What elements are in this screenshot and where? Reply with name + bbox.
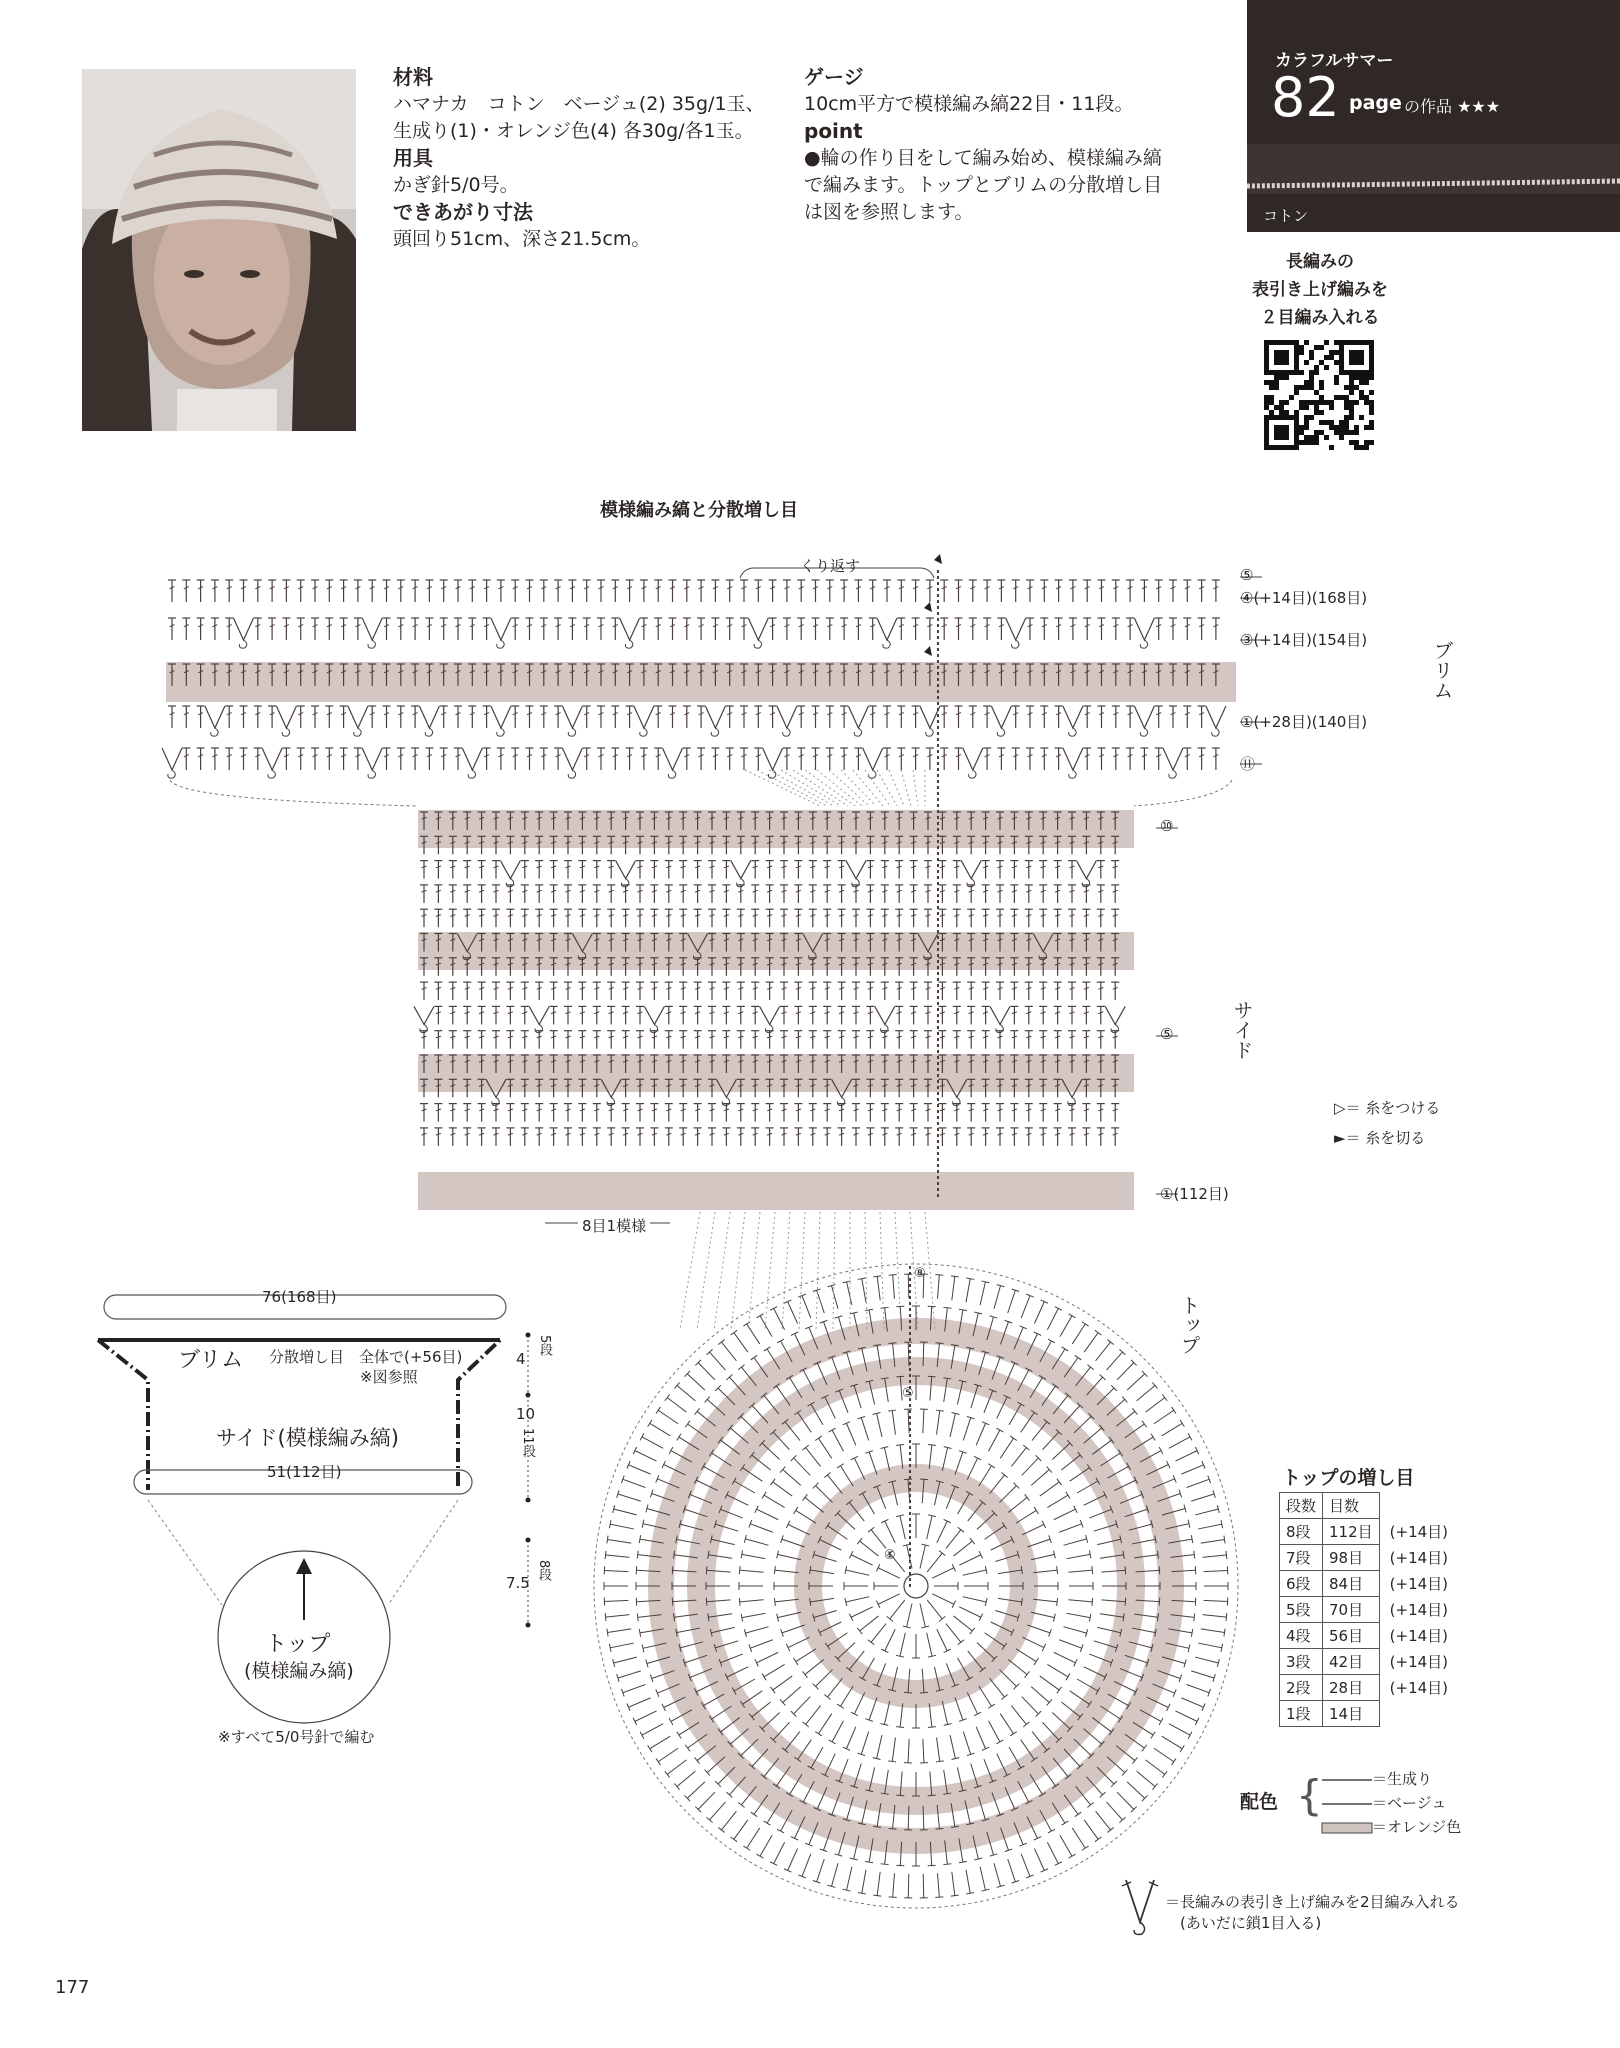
increase-table-cell: (+14目) bbox=[1389, 1523, 1449, 1541]
increase-table-row bbox=[1280, 1571, 1455, 1597]
schematic-brim-width: 76(168目) bbox=[262, 1288, 337, 1306]
increase-table-cell: (+14目) bbox=[1389, 1627, 1449, 1645]
color-item-1: ＝生成り bbox=[1372, 1770, 1433, 1788]
increase-table-cell: 7段 bbox=[1280, 1545, 1323, 1571]
tools-label: 用具 bbox=[393, 146, 433, 170]
gauge-label: ゲージ bbox=[804, 65, 864, 89]
qr-caption-line-1: 長編みの bbox=[1286, 252, 1354, 272]
schematic-side-height: 10 bbox=[516, 1405, 536, 1423]
pattern-repeat-label: 8目1模様 bbox=[578, 1215, 650, 1236]
schematic-note: ※すべて5/0号針で編む bbox=[218, 1728, 375, 1746]
increase-table-cell: 5段 bbox=[1280, 1597, 1323, 1623]
increase-table-cell: 8段 bbox=[1280, 1519, 1323, 1545]
qr-caption-line-3: ２目編み入れる bbox=[1260, 308, 1380, 328]
increase-table-cell: 112目 bbox=[1323, 1519, 1380, 1545]
schematic-top-label: トップ bbox=[265, 1632, 331, 1657]
increase-table-cell: 1段 bbox=[1280, 1701, 1323, 1727]
row-brim-1: ①(+28目)(140目) bbox=[1240, 713, 1368, 731]
increase-table-cell: (+14目) bbox=[1389, 1575, 1449, 1593]
legend-attach: ▷＝ 糸をつける bbox=[1334, 1099, 1441, 1117]
color-item-2: ＝ベージュ bbox=[1372, 1794, 1447, 1812]
increase-table-cell: 4段 bbox=[1280, 1623, 1323, 1649]
row-side-1: ①(112目) bbox=[1160, 1185, 1229, 1203]
schematic-top-rows: 8段 bbox=[536, 1560, 551, 1582]
point-label: point bbox=[804, 119, 863, 143]
schematic-brim-rows: 5段 bbox=[537, 1335, 552, 1357]
increase-table-cell: 98目 bbox=[1323, 1545, 1380, 1571]
row-side-10: ⑩ bbox=[1160, 817, 1174, 835]
schematic-brim-label: ブリム bbox=[178, 1348, 244, 1373]
schematic-side-label: サイド(模様編み縞) bbox=[216, 1426, 399, 1450]
chart-title: 模様編み縞と分散増し目 bbox=[600, 500, 798, 521]
increase-table-cell: 3段 bbox=[1280, 1649, 1323, 1675]
row-side-5: ⑤ bbox=[1160, 1025, 1174, 1043]
color-key-label: 配色 bbox=[1240, 1791, 1279, 1813]
increase-table-row bbox=[1280, 1597, 1455, 1623]
size-value: 頭回り51cm、深さ21.5cm。 bbox=[393, 228, 651, 250]
materials-line-1: ハマナカ コトン ベージュ(2) 35g/1玉、 bbox=[393, 93, 765, 115]
row-brim-5: ⑤ bbox=[1240, 566, 1254, 584]
repeat-label: くり返す bbox=[800, 557, 861, 575]
point-line-2: で編みます。トップとブリムの分散増し目 bbox=[804, 174, 1163, 196]
color-key-brace: { bbox=[1296, 1771, 1323, 1820]
increase-table-cell: 42目 bbox=[1323, 1649, 1380, 1675]
increase-table-title: トップの増し目 bbox=[1282, 1467, 1415, 1489]
schematic-top-sub: (模様編み縞) bbox=[244, 1660, 354, 1682]
badge-page-number: 82 bbox=[1271, 66, 1340, 129]
symbol-note-line-2: (あいだに鎖1目入る) bbox=[1180, 1914, 1322, 1932]
increase-table-cell bbox=[1379, 1701, 1454, 1727]
increase-table-row bbox=[1280, 1545, 1455, 1571]
increase-table-cell: 6段 bbox=[1280, 1571, 1323, 1597]
schematic-side-width: 51(112目) bbox=[267, 1463, 342, 1481]
increase-table-row bbox=[1280, 1649, 1455, 1675]
materials-line-2: 生成り(1)・オレンジ色(4) 各30g/各1玉。 bbox=[393, 120, 754, 142]
point-line-3: は図を参照します。 bbox=[804, 201, 974, 223]
increase-table bbox=[1279, 1492, 1455, 1727]
increase-table-cell: 56目 bbox=[1323, 1623, 1380, 1649]
color-swatches bbox=[1320, 1770, 1374, 1840]
point-line-1: ●輪の作り目をして編み始め、模様編み縞 bbox=[804, 147, 1162, 169]
row-brim-3: ③(+14目)(154目) bbox=[1240, 631, 1368, 649]
schematic-brim-note-1: 分散増し目 全体で(+56目) bbox=[269, 1348, 463, 1366]
badge-page-suffix: page bbox=[1349, 92, 1402, 114]
tools-value: かぎ針5/0号。 bbox=[393, 174, 519, 196]
increase-table-header: 段数 bbox=[1280, 1493, 1323, 1519]
schematic-side-rows: 11段 bbox=[520, 1428, 535, 1458]
row-brim-4: ④(+14目)(168目) bbox=[1240, 589, 1368, 607]
brim-label: ブリム bbox=[1430, 640, 1454, 700]
increase-table-wrap bbox=[1279, 1492, 1455, 1727]
gauge-value: 10cm平方で模様編み縞22目・11段。 bbox=[804, 93, 1134, 115]
top-marker-1: ① bbox=[884, 1548, 896, 1563]
increase-table-cell: 2段 bbox=[1280, 1675, 1323, 1701]
legend-cut: ►＝ 糸を切る bbox=[1334, 1129, 1426, 1147]
increase-table-row bbox=[1280, 1675, 1455, 1701]
increase-table-cell: (+14目) bbox=[1389, 1601, 1449, 1619]
increase-table-cell: (+14目) bbox=[1389, 1653, 1449, 1671]
size-label: できあがり寸法 bbox=[393, 200, 533, 224]
side-label: サイド bbox=[1230, 1000, 1254, 1060]
top-label: トップ bbox=[1177, 1295, 1201, 1355]
increase-table-cell: (+14目) bbox=[1389, 1549, 1449, 1567]
schematic-brim-note-2: ※図参照 bbox=[360, 1368, 418, 1386]
row-side-11: ⑪ bbox=[1240, 755, 1256, 773]
increase-table-cell: 14目 bbox=[1323, 1701, 1380, 1727]
color-item-3: ＝オレンジ色 bbox=[1372, 1818, 1462, 1836]
top-marker-8: ⑧ bbox=[914, 1266, 926, 1281]
badge-work-text: の作品 ★★★ bbox=[1404, 97, 1501, 116]
increase-table-header: 目数 bbox=[1323, 1493, 1380, 1519]
fp-dc-increase-symbol-icon bbox=[1120, 1876, 1162, 1938]
increase-table-row bbox=[1280, 1623, 1455, 1649]
qr-caption-line-2: 表引き上げ編みを bbox=[1252, 280, 1388, 300]
page-number: 177 bbox=[55, 1977, 90, 1998]
increase-table-cell: 28目 bbox=[1323, 1675, 1380, 1701]
badge-yarn-label: コトン bbox=[1263, 207, 1309, 225]
schematic-brim-height: 4 bbox=[516, 1350, 526, 1368]
materials-label: 材料 bbox=[393, 65, 433, 89]
badge-series: カラフルサマー bbox=[1275, 51, 1394, 71]
increase-table-header-blank bbox=[1379, 1493, 1454, 1519]
symbol-note-line-1: ＝長編みの表引き上げ編みを2目編み入れる bbox=[1165, 1893, 1460, 1911]
schematic-top-height: 7.5 bbox=[506, 1574, 530, 1592]
top-marker-5: ⑤ bbox=[902, 1386, 914, 1401]
increase-table-cell: 70目 bbox=[1323, 1597, 1380, 1623]
increase-table-cell: (+14目) bbox=[1389, 1679, 1449, 1697]
increase-table-cell: 84目 bbox=[1323, 1571, 1380, 1597]
increase-table-row bbox=[1280, 1519, 1455, 1545]
increase-table-row bbox=[1280, 1701, 1455, 1727]
